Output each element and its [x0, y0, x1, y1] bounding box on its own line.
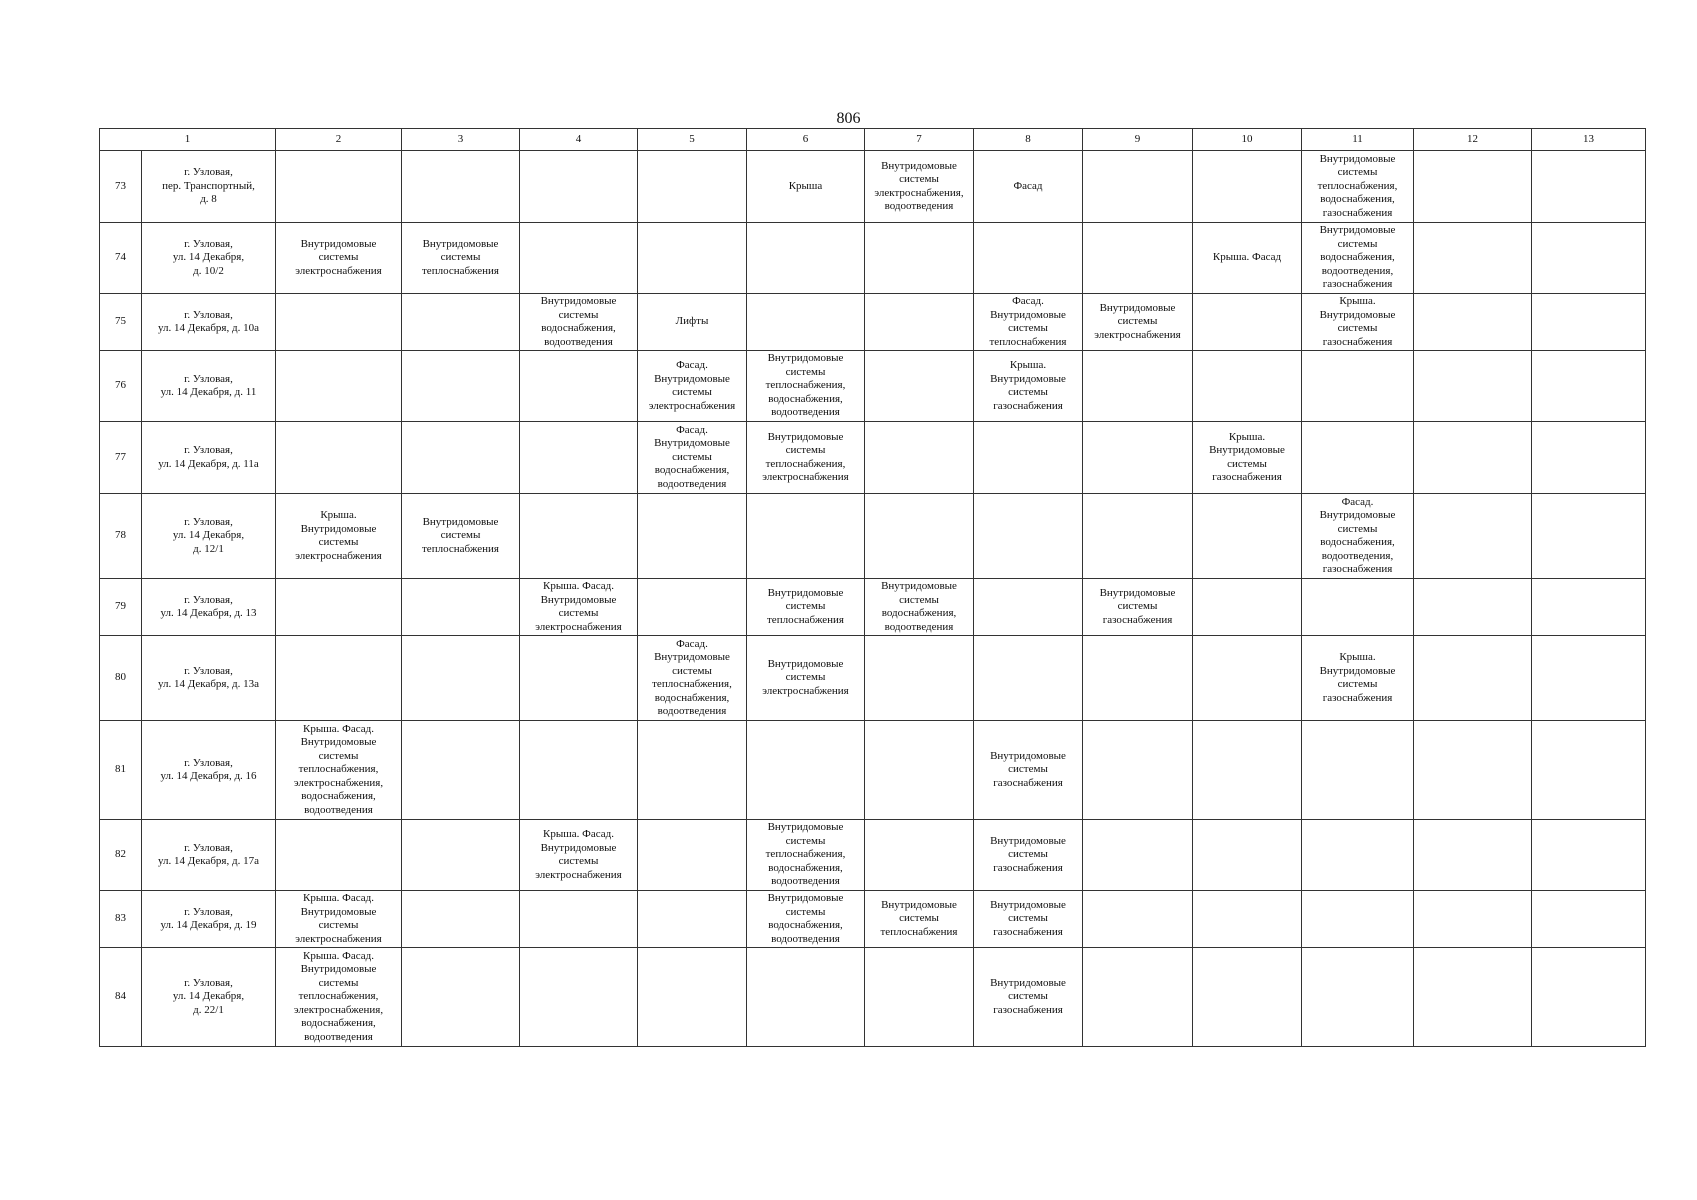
address-text: г. Узловая, ул. 14 Декабря, д. 13: [160, 593, 257, 619]
work-cell-col-5: [638, 579, 747, 636]
address-cell: [142, 422, 276, 494]
address-cell: [142, 351, 276, 422]
column-header-2: 2: [276, 129, 402, 151]
work-text: Фасад. Внутридомовые системы водоснабжения, водоотведения: [654, 423, 730, 490]
work-cell-col-8: [974, 294, 1083, 351]
column-header-8: 8: [974, 129, 1083, 151]
work-cell-col-10: [1193, 948, 1302, 1047]
work-cell-col-13: [1532, 579, 1646, 636]
address-text: г. Узловая, ул. 14 Декабря, д. 17а: [158, 841, 259, 867]
work-cell-col-11: [1302, 223, 1414, 294]
column-header-10: 10: [1193, 129, 1302, 151]
work-text: Крыша. Фасад. Внутридомовые системы теплоснабжения, электроснабжения, водоснабжения, водоотведения: [293, 949, 384, 1043]
work-cell-col-7: [865, 494, 974, 579]
address-cell: [142, 891, 276, 948]
work-text: Крыша. Фасад. Внутридомовые системы электроснабжения: [535, 580, 622, 633]
work-cell-col-4: [520, 223, 638, 294]
work-cell-col-12: [1414, 294, 1532, 351]
work-cell-col-13: [1532, 891, 1646, 948]
work-cell-col-12: [1414, 151, 1532, 223]
address-text: г. Узловая, пер. Транспортный, д. 8: [162, 166, 255, 206]
work-text: Внутридомовые системы теплоснабжения, электроснабжения: [762, 430, 849, 483]
work-cell-col-8: [974, 151, 1083, 223]
work-cell-col-11: [1302, 494, 1414, 579]
work-cell-col-8: [974, 891, 1083, 948]
work-cell-col-2: [276, 948, 402, 1047]
work-cell-col-4: [520, 494, 638, 579]
work-cell-col-9: [1083, 891, 1193, 948]
repair-schedule-table: [99, 128, 1646, 1047]
work-text: Фасад. Внутридомовые системы теплоснабжения: [989, 295, 1067, 348]
work-cell-col-10: [1193, 636, 1302, 721]
work-cell-col-12: [1414, 223, 1532, 294]
work-cell-col-5: [638, 351, 747, 422]
work-cell-col-13: [1532, 294, 1646, 351]
work-cell-col-7: [865, 636, 974, 721]
work-text: Крыша. Внутридомовые системы газоснабжения: [1319, 295, 1396, 348]
row-number: 84: [100, 948, 142, 1047]
table-row: [100, 422, 1646, 494]
work-text: Крыша. Внутридомовые системы газоснабжения: [1209, 430, 1285, 483]
work-cell-col-11: [1302, 891, 1414, 948]
work-cell-col-11: [1302, 579, 1414, 636]
work-text: Внутридомовые системы водоснабжения, водоотведения: [767, 892, 844, 945]
row-number: 79: [100, 579, 142, 636]
address-cell: [142, 579, 276, 636]
work-cell-col-2: [276, 721, 402, 820]
work-cell-col-13: [1532, 820, 1646, 891]
work-cell-col-4: [520, 636, 638, 721]
work-cell-col-11: [1302, 151, 1414, 223]
work-cell-col-5: [638, 721, 747, 820]
work-cell-col-10: [1193, 820, 1302, 891]
work-cell-col-5: [638, 151, 747, 223]
work-cell-col-11: [1302, 294, 1414, 351]
table-row: [100, 721, 1646, 820]
work-cell-col-11: [1302, 636, 1414, 721]
address-cell: [142, 151, 276, 223]
table-row: [100, 948, 1646, 1047]
work-cell-col-8: [974, 636, 1083, 721]
work-cell-col-7: [865, 721, 974, 820]
work-cell-col-12: [1414, 721, 1532, 820]
work-cell-col-12: [1414, 351, 1532, 422]
row-number: 78: [100, 494, 142, 579]
work-cell-col-5: [638, 494, 747, 579]
work-cell-col-4: [520, 351, 638, 422]
work-cell-col-10: [1193, 151, 1302, 223]
work-cell-col-3: [402, 494, 520, 579]
work-cell-col-2: [276, 494, 402, 579]
work-text: Внутридомовые системы электроснабжения, водоотведения: [874, 159, 964, 212]
row-number: 83: [100, 891, 142, 948]
work-cell-col-7: [865, 351, 974, 422]
work-cell-col-8: [974, 721, 1083, 820]
work-cell-col-8: [974, 223, 1083, 294]
work-cell-col-8: [974, 351, 1083, 422]
address-text: г. Узловая, ул. 14 Декабря, д. 11а: [158, 444, 259, 470]
work-cell-col-9: [1083, 948, 1193, 1047]
work-text: Фасад. Внутридомовые системы электроснабжения: [648, 359, 736, 412]
work-text: Внутридомовые системы газоснабжения: [990, 749, 1066, 789]
work-cell-col-9: [1083, 494, 1193, 579]
work-text: Внутридомовые системы теплоснабжения: [880, 898, 958, 938]
work-cell-col-4: [520, 948, 638, 1047]
work-text: Внутридомовые системы водоснабжения, водоотведения: [881, 580, 957, 633]
work-cell-col-10: [1193, 422, 1302, 494]
work-cell-col-12: [1414, 820, 1532, 891]
work-cell-col-9: [1083, 721, 1193, 820]
work-cell-col-4: [520, 294, 638, 351]
work-cell-col-6: [747, 891, 865, 948]
work-cell-col-9: [1083, 151, 1193, 223]
work-cell-col-2: [276, 351, 402, 422]
column-header-4: 4: [520, 129, 638, 151]
address-cell: [142, 721, 276, 820]
work-cell-col-13: [1532, 351, 1646, 422]
work-cell-col-10: [1193, 223, 1302, 294]
column-header-1: 1: [100, 129, 276, 151]
work-text: Внутридомовые системы газоснабжения: [990, 834, 1066, 874]
work-cell-col-13: [1532, 151, 1646, 223]
work-cell-col-13: [1532, 223, 1646, 294]
work-cell-col-2: [276, 820, 402, 891]
work-cell-col-8: [974, 948, 1083, 1047]
work-text: Внутридомовые системы теплоснабжения: [767, 586, 844, 626]
address-text: г. Узловая, ул. 14 Декабря, д. 12/1: [172, 515, 245, 555]
header-row: [100, 129, 1646, 151]
work-cell-col-5: [638, 948, 747, 1047]
row-number: 77: [100, 422, 142, 494]
work-text: Лифты: [675, 315, 709, 328]
work-cell-col-3: [402, 151, 520, 223]
column-header-13: 13: [1532, 129, 1646, 151]
work-cell-col-8: [974, 494, 1083, 579]
work-cell-col-4: [520, 151, 638, 223]
table-row: [100, 636, 1646, 721]
work-cell-col-4: [520, 422, 638, 494]
work-cell-col-11: [1302, 948, 1414, 1047]
work-text: Внутридомовые системы газоснабжения: [990, 898, 1066, 938]
work-cell-col-12: [1414, 579, 1532, 636]
work-cell-col-5: [638, 891, 747, 948]
work-cell-col-3: [402, 721, 520, 820]
work-text: Крыша. Фасад. Внутридомовые системы электроснабжения: [535, 828, 622, 881]
work-cell-col-2: [276, 636, 402, 721]
work-text: Фасад: [1013, 179, 1043, 192]
address-text: г. Узловая, ул. 14 Декабря, д. 16: [160, 756, 257, 782]
column-header-12: 12: [1414, 129, 1532, 151]
work-cell-col-3: [402, 820, 520, 891]
work-cell-col-8: [974, 422, 1083, 494]
work-cell-col-8: [974, 820, 1083, 891]
work-cell-col-7: [865, 294, 974, 351]
work-cell-col-6: [747, 422, 865, 494]
work-text: Фасад. Внутридомовые системы водоснабжения, водоотведения, газоснабжения: [1319, 495, 1396, 575]
work-cell-col-5: [638, 820, 747, 891]
table-row: [100, 891, 1646, 948]
work-cell-col-3: [402, 636, 520, 721]
work-cell-col-4: [520, 579, 638, 636]
table-row: [100, 579, 1646, 636]
work-cell-col-9: [1083, 579, 1193, 636]
row-number: 74: [100, 223, 142, 294]
address-cell: [142, 494, 276, 579]
work-text: Внутридомовые системы газоснабжения: [990, 976, 1066, 1016]
work-cell-col-3: [402, 422, 520, 494]
work-cell-col-7: [865, 151, 974, 223]
address-text: г. Узловая, ул. 14 Декабря, д. 19: [160, 905, 257, 931]
work-cell-col-11: [1302, 351, 1414, 422]
address-cell: [142, 948, 276, 1047]
work-text: Внутридомовые системы электроснабжения: [295, 237, 382, 277]
work-cell-col-2: [276, 151, 402, 223]
work-cell-col-2: [276, 579, 402, 636]
table-row: [100, 351, 1646, 422]
work-cell-col-12: [1414, 494, 1532, 579]
work-cell-col-10: [1193, 721, 1302, 820]
work-text: Внутридомовые системы водоснабжения, водоотведения, газоснабжения: [1319, 224, 1396, 291]
table-row: [100, 294, 1646, 351]
address-text: г. Узловая, ул. 14 Декабря, д. 10/2: [172, 237, 245, 277]
work-cell-col-3: [402, 579, 520, 636]
column-header-7: 7: [865, 129, 974, 151]
work-text: Внутридомовые системы теплоснабжения: [422, 515, 499, 555]
work-cell-col-6: [747, 820, 865, 891]
work-cell-col-13: [1532, 948, 1646, 1047]
work-cell-col-4: [520, 721, 638, 820]
work-cell-col-12: [1414, 636, 1532, 721]
work-cell-col-4: [520, 891, 638, 948]
work-cell-col-10: [1193, 294, 1302, 351]
column-header-6: 6: [747, 129, 865, 151]
work-text: Внутридомовые системы теплоснабжения, водоснабжения, водоотведения: [765, 352, 846, 419]
work-cell-col-13: [1532, 422, 1646, 494]
work-cell-col-6: [747, 721, 865, 820]
work-cell-col-9: [1083, 223, 1193, 294]
work-cell-col-12: [1414, 891, 1532, 948]
work-cell-col-6: [747, 579, 865, 636]
row-number: 75: [100, 294, 142, 351]
work-cell-col-5: [638, 422, 747, 494]
work-cell-col-6: [747, 948, 865, 1047]
work-cell-col-10: [1193, 579, 1302, 636]
work-text: Внутридомовые системы водоснабжения, водоотведения: [540, 295, 617, 348]
work-cell-col-4: [520, 820, 638, 891]
work-text: Внутридомовые системы теплоснабжения: [422, 237, 499, 277]
address-text: г. Узловая, ул. 14 Декабря, д. 22/1: [172, 976, 245, 1016]
work-text: Крыша: [788, 179, 823, 192]
address-cell: [142, 820, 276, 891]
work-cell-col-6: [747, 294, 865, 351]
work-text: Внутридомовые системы теплоснабжения, водоснабжения, водоотведения: [765, 821, 846, 888]
work-cell-col-2: [276, 223, 402, 294]
work-cell-col-13: [1532, 636, 1646, 721]
row-number: 73: [100, 151, 142, 223]
work-cell-col-6: [747, 223, 865, 294]
table-row: [100, 151, 1646, 223]
work-cell-col-9: [1083, 294, 1193, 351]
work-cell-col-3: [402, 223, 520, 294]
work-cell-col-9: [1083, 820, 1193, 891]
work-cell-col-7: [865, 223, 974, 294]
work-cell-col-6: [747, 636, 865, 721]
work-cell-col-3: [402, 948, 520, 1047]
row-number: 76: [100, 351, 142, 422]
address-text: г. Узловая, ул. 14 Декабря, д. 13а: [158, 664, 259, 690]
work-cell-col-7: [865, 820, 974, 891]
work-cell-col-3: [402, 294, 520, 351]
table-row: [100, 820, 1646, 891]
work-cell-col-2: [276, 891, 402, 948]
work-cell-col-10: [1193, 891, 1302, 948]
work-text: Крыша. Фасад: [1212, 251, 1282, 264]
address-cell: [142, 223, 276, 294]
work-text: Крыша. Фасад. Внутридомовые системы теплоснабжения, электроснабжения, водоснабжения, водоотведения: [293, 722, 384, 816]
work-cell-col-3: [402, 891, 520, 948]
row-number: 82: [100, 820, 142, 891]
column-header-5: 5: [638, 129, 747, 151]
column-header-11: 11: [1302, 129, 1414, 151]
work-cell-col-13: [1532, 494, 1646, 579]
work-cell-col-11: [1302, 422, 1414, 494]
work-cell-col-10: [1193, 494, 1302, 579]
page-number: 806: [836, 110, 861, 127]
column-header-3: 3: [402, 129, 520, 151]
work-cell-col-8: [974, 579, 1083, 636]
work-cell-col-6: [747, 351, 865, 422]
work-cell-col-5: [638, 636, 747, 721]
work-cell-col-10: [1193, 351, 1302, 422]
work-text: Внутридомовые системы электроснабжения: [1094, 301, 1181, 341]
work-cell-col-7: [865, 422, 974, 494]
work-cell-col-6: [747, 494, 865, 579]
work-text: Внутридомовые системы электроснабжения: [762, 657, 849, 697]
row-number: 80: [100, 636, 142, 721]
work-cell-col-13: [1532, 721, 1646, 820]
work-cell-col-5: [638, 223, 747, 294]
work-cell-col-7: [865, 948, 974, 1047]
address-text: г. Узловая, ул. 14 Декабря, д. 11: [160, 372, 257, 398]
work-cell-col-7: [865, 891, 974, 948]
work-cell-col-11: [1302, 721, 1414, 820]
table-row: [100, 494, 1646, 579]
work-cell-col-12: [1414, 422, 1532, 494]
work-cell-col-7: [865, 579, 974, 636]
work-text: Крыша. Внутридомовые системы газоснабжения: [990, 359, 1066, 412]
work-text: Фасад. Внутридомовые системы теплоснабжения, водоснабжения, водоотведения: [652, 637, 732, 717]
row-number: 81: [100, 721, 142, 820]
work-cell-col-6: [747, 151, 865, 223]
work-cell-col-12: [1414, 948, 1532, 1047]
work-text: Крыша. Фасад. Внутридомовые системы электроснабжения: [295, 892, 382, 945]
work-cell-col-2: [276, 294, 402, 351]
work-cell-col-9: [1083, 636, 1193, 721]
address-text: г. Узловая, ул. 14 Декабря, д. 10а: [158, 308, 259, 334]
work-text: Внутридомовые системы теплоснабжения, водоснабжения, газоснабжения: [1317, 152, 1398, 219]
work-cell-col-11: [1302, 820, 1414, 891]
table-row: [100, 223, 1646, 294]
column-header-9: 9: [1083, 129, 1193, 151]
work-cell-col-2: [276, 422, 402, 494]
work-cell-col-9: [1083, 422, 1193, 494]
work-text: Крыша. Внутридомовые системы электроснабжения: [295, 509, 382, 562]
work-cell-col-3: [402, 351, 520, 422]
work-text: Внутридомовые системы газоснабжения: [1099, 586, 1176, 626]
work-cell-col-5: [638, 294, 747, 351]
work-cell-col-9: [1083, 351, 1193, 422]
address-cell: [142, 294, 276, 351]
work-text: Крыша. Внутридомовые системы газоснабжения: [1319, 651, 1396, 704]
address-cell: [142, 636, 276, 721]
